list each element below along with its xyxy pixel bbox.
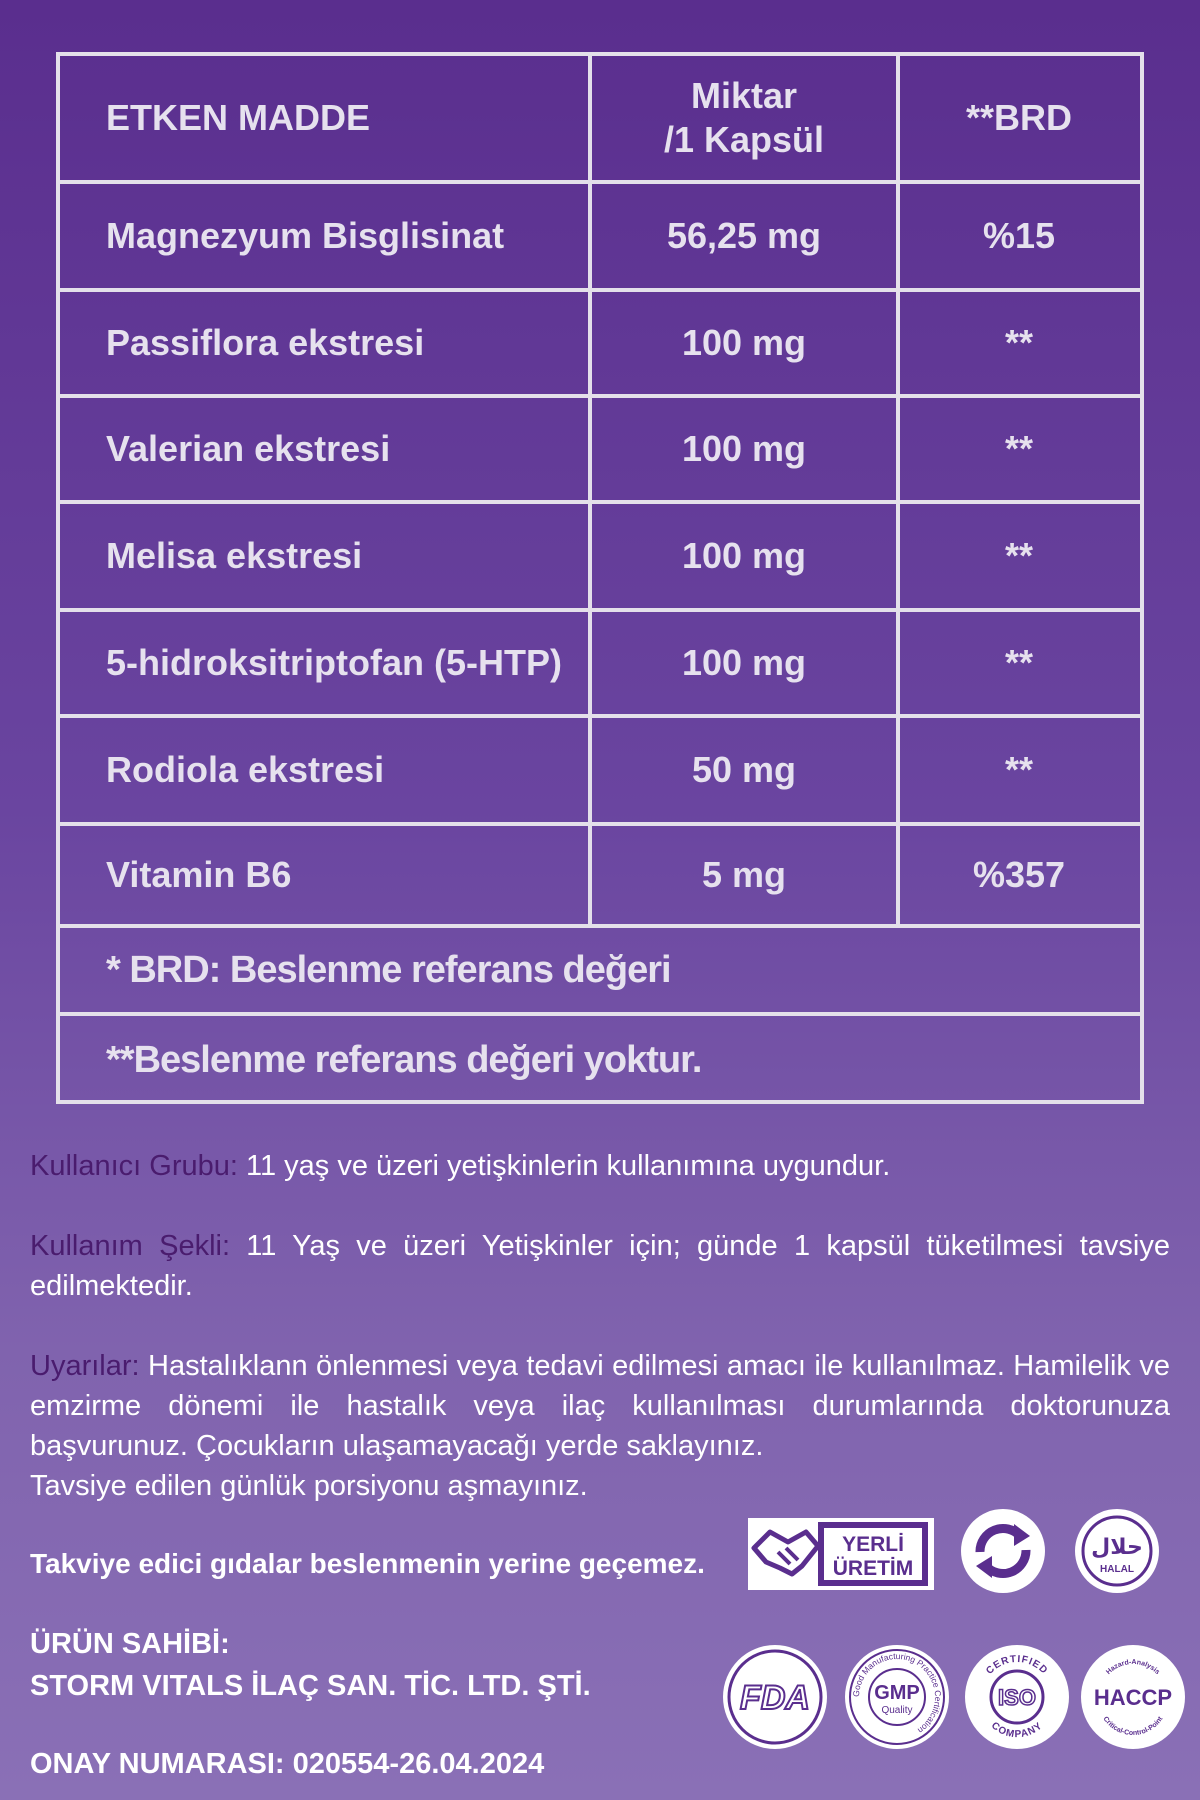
iso-badge bbox=[962, 1642, 1072, 1752]
iso-text: ISO bbox=[998, 1685, 1036, 1710]
iso-icon bbox=[962, 1642, 1072, 1752]
fda-icon bbox=[720, 1642, 830, 1752]
fda-badge bbox=[720, 1642, 830, 1752]
ingredient-brd: ** bbox=[1004, 322, 1034, 363]
halal-icon bbox=[1072, 1506, 1162, 1596]
fda-text: FDA bbox=[740, 1679, 810, 1717]
iso-certified-text: CERTIFIED bbox=[984, 1653, 1050, 1677]
ingredient-brd: %15 bbox=[982, 215, 1056, 256]
ingredients-table bbox=[56, 52, 1144, 1104]
table-row bbox=[60, 184, 1140, 292]
ingredient-amount: 100 mg bbox=[681, 642, 807, 683]
header-amount bbox=[590, 56, 898, 180]
gmp-quality-text: Quality bbox=[881, 1705, 913, 1716]
ingredient-brd: ** bbox=[1004, 749, 1034, 790]
ingredient-name: 5-hidroksitriptofan (5-HTP) bbox=[106, 642, 562, 683]
warnings-label: Uyarılar: bbox=[30, 1350, 140, 1382]
user-group-paragraph bbox=[30, 1146, 1170, 1186]
halal-badge bbox=[1072, 1506, 1162, 1596]
ingredient-amount: 56,25 mg bbox=[666, 215, 822, 256]
haccp-bottom-text: Critical-Control-Point bbox=[1101, 1715, 1165, 1738]
ingredient-brd: ** bbox=[1004, 428, 1034, 469]
ingredient-brd: %357 bbox=[972, 854, 1066, 895]
ingredient-brd: ** bbox=[1004, 642, 1034, 683]
header-amount-line1: Miktar bbox=[690, 75, 798, 116]
table-row bbox=[60, 398, 1140, 504]
ingredient-amount: 100 mg bbox=[681, 322, 807, 363]
ingredient-name: Magnezyum Bisglisinat bbox=[106, 215, 505, 256]
owner-name: STORM VITALS İLAÇ SAN. TİC. LTD. ŞTİ. bbox=[30, 1670, 591, 1702]
owner-label: ÜRÜN SAHİBİ: bbox=[30, 1628, 230, 1660]
ingredient-amount: 50 mg bbox=[691, 749, 797, 790]
gmp-badge bbox=[842, 1642, 952, 1752]
brd-definition-note: * BRD: Beslenme referans değeri bbox=[60, 928, 1140, 1016]
warnings-paragraph bbox=[30, 1346, 1170, 1466]
approval-number: ONAY NUMARASI: 020554-26.04.2024 bbox=[30, 1748, 545, 1780]
recycle-icon bbox=[958, 1506, 1048, 1596]
table-row bbox=[60, 718, 1140, 826]
warnings-text: Hastalıklann önlenmesi veya tedavi edilmesi amacı ile kullanılmaz. Hamilelik ve emzirme dönemi ile hastalık veya ilaç kullanılması durumlarında doktorunuza başvurunuz. Çocukların ulaşamayacağı yerde saklayınız. bbox=[30, 1350, 1170, 1462]
ingredient-amount: 5 mg bbox=[701, 854, 787, 895]
ingredient-name: Vitamin B6 bbox=[106, 854, 292, 895]
header-ingredient: ETKEN MADDE bbox=[106, 97, 371, 138]
ingredient-name: Valerian ekstresi bbox=[106, 428, 391, 469]
yerli-uretim-badge bbox=[748, 1518, 934, 1590]
usage-label: Kullanım Şekli: bbox=[30, 1230, 231, 1262]
haccp-badge bbox=[1078, 1642, 1188, 1752]
usage-paragraph bbox=[30, 1226, 1170, 1306]
haccp-text: HACCP bbox=[1093, 1685, 1173, 1710]
header-brd: **BRD bbox=[965, 97, 1072, 138]
table-header-row bbox=[60, 56, 1140, 184]
handshake-icon bbox=[748, 1518, 934, 1590]
ingredient-name: Passiflora ekstresi bbox=[106, 322, 425, 363]
ingredient-name: Rodiola ekstresi bbox=[106, 749, 385, 790]
usage-text: 11 Yaş ve üzeri Yetişkinler için; günde 1 kapsül tüketilmesi tavsiye edilmektedir. bbox=[30, 1230, 1170, 1302]
user-group-label: Kullanıcı Grubu: bbox=[30, 1150, 238, 1182]
ingredient-brd: ** bbox=[1004, 535, 1034, 576]
gmp-icon bbox=[842, 1642, 952, 1752]
haccp-icon bbox=[1078, 1642, 1188, 1752]
table-row bbox=[60, 612, 1140, 718]
ingredient-name: Melisa ekstresi bbox=[106, 535, 363, 576]
no-brd-note: **Beslenme referans değeri yoktur. bbox=[106, 1038, 702, 1081]
haccp-top-text: Hazard-Analysis bbox=[1105, 1658, 1161, 1677]
table-row bbox=[60, 826, 1140, 928]
gmp-text: GMP bbox=[874, 1682, 920, 1704]
ingredient-amount: 100 mg bbox=[681, 428, 807, 469]
halal-text: HALAL bbox=[1100, 1564, 1134, 1575]
uretim-text: ÜRETİM bbox=[832, 1557, 914, 1580]
halal-arabic-text: حلال bbox=[1091, 1535, 1143, 1560]
warnings-line2: Tavsiye edilen günlük porsiyonu aşmayınız. bbox=[30, 1470, 588, 1502]
column-divider bbox=[896, 56, 900, 928]
ingredient-amount: 100 mg bbox=[681, 535, 807, 576]
user-group-text: 11 yaş ve üzeri yetişkinlerin kullanımına uygundur. bbox=[237, 1150, 891, 1182]
column-divider bbox=[588, 56, 592, 928]
header-amount-line2: /1 Kapsül bbox=[663, 119, 825, 160]
supplement-note: Takviye edici gıdalar beslenmenin yerine geçemez. bbox=[30, 1548, 705, 1579]
iso-company-text: COMPANY bbox=[989, 1720, 1045, 1741]
table-row bbox=[60, 504, 1140, 612]
gmp-ring-text: Good Manufacturing Practice Certification bbox=[850, 1650, 944, 1736]
table-row bbox=[60, 292, 1140, 398]
yerli-text: YERLİ bbox=[842, 1533, 904, 1556]
